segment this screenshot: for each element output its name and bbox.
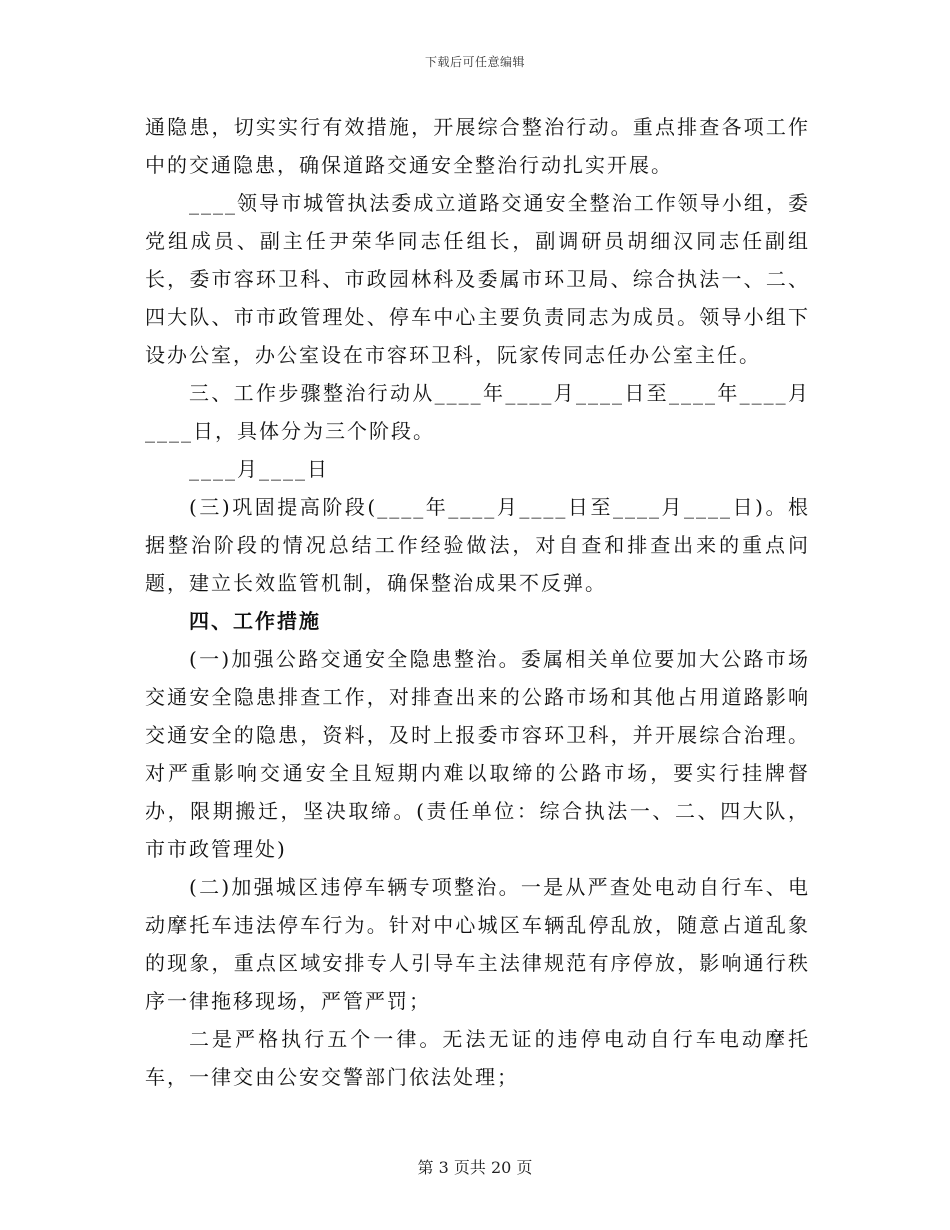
paragraph-4: ____月____日 xyxy=(189,457,329,481)
document-body xyxy=(145,108,810,1096)
paragraph-8: 二是严格执行五个一律。无法无证的违停电动自行车电动摩托车，一律交由公安交警部门依法处理； xyxy=(145,1027,810,1089)
page-footer: 第 3 页共 20 页 xyxy=(417,1158,533,1177)
paragraph-2: ____领导市城管执法委成立道路交通安全整治工作领导小组，委党组成员、副主任尹荣华同志任组长，副调研员胡细汉同志任副组长，委市容环卫科、市政园林科及委属市环卫局、综合执法一、二、四大队、市市政管理处、停车中心主要负责同志为成员。领导小组下设办公室，办公室设在市容环卫科，阮家传同志任办公室主任。 xyxy=(145,191,810,367)
page-header: 下载后可任意编辑 xyxy=(424,55,525,69)
paragraph-6: (一)加强公路交通安全隐患整治。委属相关单位要加大公路市场交通安全隐患排查工作，对排查出来的公路市场和其他占用道路影响交通安全的隐患，资料，及时上报委市容环卫科，并开展综合治理。对严重影响交通安全且短期内难以取缔的公路市场，要实行挂牌督办，限期搬迁，坚决取缔。(责任单位：综合执法一、二、四大队，市市政管理处) xyxy=(145,647,810,861)
paragraph-7: (二)加强城区违停车辆专项整治。一是从严查处电动自行车、电动摩托车违法停车行为。针对中心城区车辆乱停乱放，随意占道乱象的现象，重点区域安排专人引导车主法律规范有序停放，影响通行秩序一律拖移现场，严管严罚； xyxy=(145,875,810,1013)
paragraph-5: (三)巩固提高阶段(____年____月____日至____月____日)。根据整治阶段的情况总结工作经验做法，对自查和排查出来的重点问题，建立长效监管机制，确保整治成果不反弹。 xyxy=(145,495,810,595)
paragraph-3: 三、工作步骤整治行动从____年____月____日至____年____月____日，具体分为三个阶段。 xyxy=(145,381,810,443)
paragraph-1: 通隐患，切实实行有效措施，开展综合整治行动。重点排查各项工作中的交通隐患，确保道路交通安全整治行动扎实开展。 xyxy=(145,115,810,177)
section-heading-measures: 四、工作措施 xyxy=(189,609,321,633)
